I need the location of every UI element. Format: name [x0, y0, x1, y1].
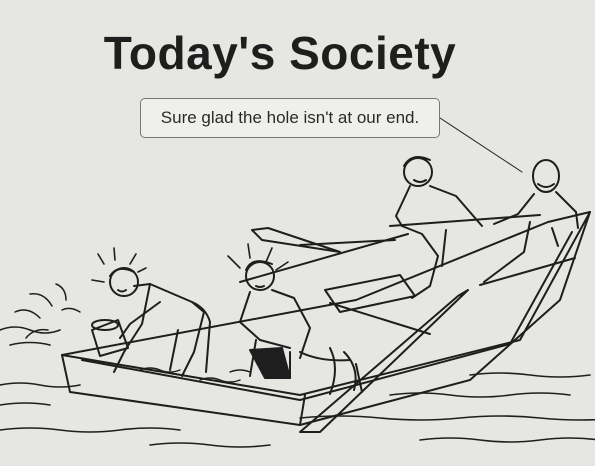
man-bailing-bucket: [92, 268, 210, 376]
speech-bubble: [140, 98, 440, 138]
man-rowing-smiling: [396, 157, 482, 298]
cartoon-title: Today's Society: [103, 27, 457, 79]
man-bailing-bowl: [240, 261, 362, 394]
speech-text: Sure glad the hole isn't at our end.: [160, 108, 420, 127]
speech-pointer: [440, 118, 522, 172]
oars: [240, 215, 540, 432]
man-bald-smiling: [484, 160, 578, 282]
water-splash: [15, 284, 80, 338]
